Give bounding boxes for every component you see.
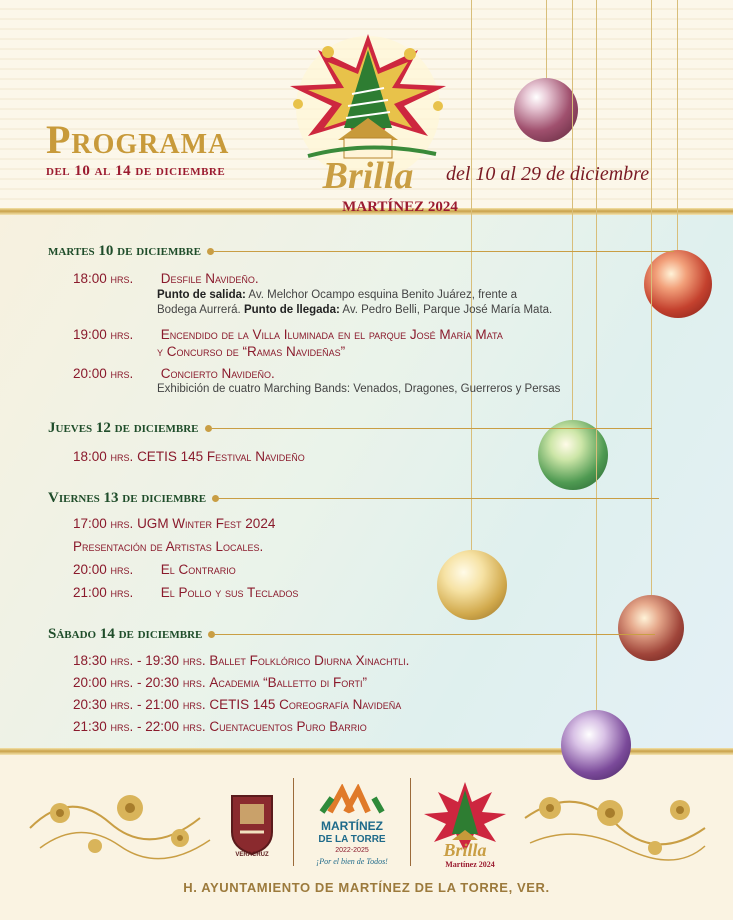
svg-text:VERACRUZ: VERACRUZ: [235, 852, 269, 858]
event-row: [73, 562, 236, 577]
event-row: [73, 719, 367, 734]
event-detail: Exhibición de cuatro Marching Bands: Venados, Dragones, Guerreros y Persas: [157, 383, 561, 395]
event-time: 20:30 hrs. - 21:00 hrs.: [73, 697, 206, 712]
day-label: Sábado 14 de diciembre: [48, 626, 203, 642]
event-title: Concierto Navideño.: [160, 366, 275, 381]
event-title: Presentación de Artistas Locales.: [73, 539, 264, 554]
page-title: Programa: [46, 117, 230, 162]
event-time: 20:00 hrs.: [73, 366, 134, 381]
event-title: CETIS 145 Coreografía Navideña: [209, 697, 402, 712]
event-row: [73, 449, 305, 464]
ornament-string: [546, 0, 547, 80]
event-title: UGM Winter Fest 2024: [137, 516, 276, 531]
brilla-footer-logo: [420, 778, 510, 870]
day-header: [48, 420, 652, 437]
gold-flourish-right-icon: [515, 768, 715, 868]
date-range: del 10 al 29 de diciembre: [446, 163, 650, 185]
logo-word: Brilla: [322, 155, 414, 197]
svg-text:¡Por el bien de Todos!: ¡Por el bien de Todos!: [316, 857, 388, 866]
event-row: [73, 271, 259, 286]
event-title: Cuentacuentos Puro Barrio: [209, 719, 367, 734]
day-header: [48, 243, 674, 260]
red-ornament-icon: [644, 250, 712, 318]
day-label: martes 10 de diciembre: [48, 243, 201, 259]
event-row: [73, 585, 298, 600]
event-row: [73, 653, 409, 668]
day-dot: [205, 425, 212, 432]
day-dot: [208, 631, 215, 638]
svg-text:Brilla: Brilla: [443, 840, 487, 860]
event-time: 17:00 hrs.: [73, 516, 134, 531]
event-row: [73, 327, 503, 342]
svg-text:2022-2025: 2022-2025: [335, 847, 369, 854]
day-header: [48, 490, 659, 507]
event-detail: Punto de salida: Av. Melchor Ocampo esquina Benito Juárez, frente a: [157, 289, 518, 301]
event-time: 18:00 hrs.: [73, 271, 134, 286]
event-title: Academia “Balletto di Forti”: [209, 675, 368, 690]
event-time: 19:00 hrs.: [73, 327, 134, 342]
event-title: El Contrario: [160, 562, 236, 577]
purple-ornament-icon: [514, 78, 578, 142]
day-dot: [212, 495, 219, 502]
gold-ornament-icon: [437, 550, 507, 620]
footer-divider: [293, 778, 294, 866]
event-time: 18:30 hrs. - 19:30 hrs.: [73, 653, 206, 668]
ornament-string: [677, 0, 678, 250]
event-time: 20:00 hrs. - 20:30 hrs.: [73, 675, 206, 690]
event-title: Encendido de la Villa Iluminada en el parque José María Mata: [160, 327, 503, 342]
event-time: 21:00 hrs.: [73, 585, 134, 600]
event-row: [73, 675, 367, 690]
ornament-string: [572, 0, 573, 420]
event-time: 20:00 hrs.: [73, 562, 134, 577]
event-title: CETIS 145 Festival Navideño: [137, 449, 305, 464]
event-title: Ballet Folklórico Diurna Xinachtli.: [209, 653, 410, 668]
event-row: [73, 539, 263, 554]
day-label: Jueves 12 de diciembre: [48, 420, 199, 436]
day-line: [214, 251, 674, 252]
event-title: El Pollo y sus Teclados: [160, 585, 299, 600]
footer-divider: [410, 778, 411, 866]
day-line: [215, 634, 655, 635]
ornament-string: [596, 0, 597, 710]
municipal-seal-icon: [228, 792, 276, 858]
event-time: 18:00 hrs.: [73, 449, 134, 464]
day-line: [212, 428, 652, 429]
event-row: [73, 366, 275, 381]
brilla-logo: [268, 28, 468, 218]
event-title-cont: y Concurso de “Ramas Navideñas”: [157, 344, 346, 359]
day-header: [48, 626, 655, 643]
gold-flourish-left-icon: [20, 768, 220, 868]
event-row: [73, 516, 275, 531]
day-label: Viernes 13 de diciembre: [48, 490, 207, 506]
event-title: Desfile Navideño.: [160, 271, 259, 286]
logo-place: MARTÍNEZ 2024: [342, 199, 458, 215]
svg-text:Martínez 2024: Martínez 2024: [445, 860, 495, 869]
svg-text:DE LA TORRE: DE LA TORRE: [318, 834, 386, 845]
ornament-string: [471, 0, 472, 550]
municipal-logo: [302, 784, 402, 870]
day-dot: [207, 248, 214, 255]
event-detail: Bodega Aurrerá. Punto de llegada: Av. Pedro Belli, Parque José María Mata.: [157, 304, 553, 316]
footer-credit: H. AYUNTAMIENTO DE MARTÍNEZ DE LA TORRE, VER.: [183, 880, 550, 895]
day-line: [219, 498, 659, 499]
event-row: [73, 697, 401, 712]
municipal-name: MARTÍNEZ: [321, 819, 383, 833]
event-time: 21:30 hrs. - 22:00 hrs.: [73, 719, 206, 734]
page-subtitle: del 10 al 14 de diciembre: [46, 163, 226, 179]
